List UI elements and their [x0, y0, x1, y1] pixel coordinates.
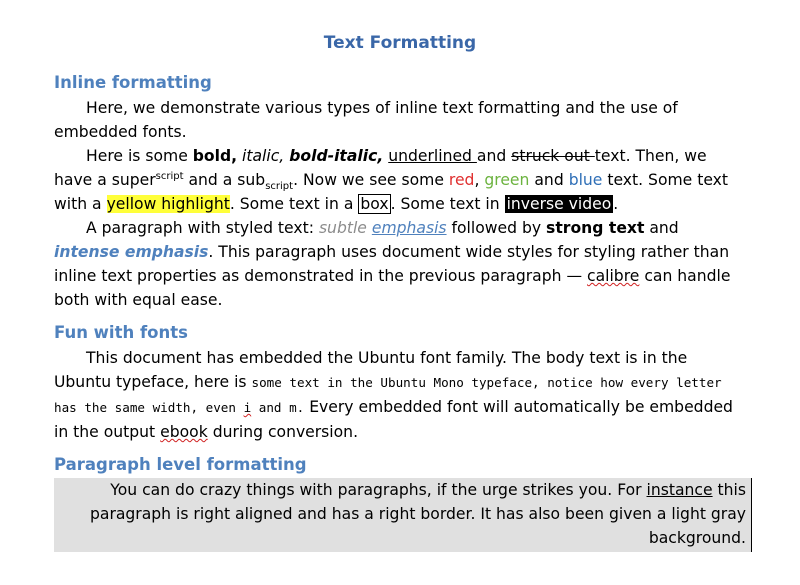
strong-text: strong text [546, 219, 645, 237]
text-run: This document has embedded the Ubuntu font family. The body text is in the Ubuntu typeface, here is [54, 349, 688, 391]
paragraph-fonts [54, 346, 746, 444]
text-run: can handle both with equal ease. [54, 267, 731, 309]
subscript-text: script [265, 181, 294, 193]
red-text: red [448, 171, 475, 189]
text-run: . This paragraph uses document wide styles for styling rather than inline text properties as demonstrated in the previous paragraph — [54, 243, 730, 285]
document-page [54, 30, 746, 560]
section-inline-formatting [54, 70, 746, 312]
boxed-text: box [360, 195, 389, 213]
monospace-text: some text in the Ubuntu Mono typeface, notice how every letter has the same width, even [54, 375, 722, 415]
paragraph-styled-text [54, 216, 746, 312]
spellcheck-word-calibre: calibre [587, 267, 640, 285]
highlighted-text: yellow highlight [106, 195, 230, 213]
subtle-emphasis-underlined: emphasis [371, 219, 447, 237]
text-run: text. Then, we have a super [54, 147, 707, 189]
heading-fun-with-fonts: Fun with fonts [54, 323, 188, 342]
blue-text: blue [568, 171, 603, 189]
subtle-emphasis-text: subtle [318, 219, 372, 237]
heading-paragraph-formatting: Paragraph level formatting [54, 455, 307, 474]
text-run: followed by [446, 219, 547, 237]
text-run: this paragraph is right aligned and has a right border. It has also been given a light gray background. [89, 481, 746, 547]
text-run: during conversion. [207, 423, 359, 441]
underlined-word-instance: instance [646, 481, 713, 499]
inverse-video-text: inverse video [506, 195, 612, 213]
section-fun-with-fonts [54, 320, 746, 444]
text-run: Here is some [86, 147, 193, 165]
text-run: . [613, 195, 619, 213]
text-run: You can do crazy things with paragraphs, if the urge strikes you. For [110, 481, 647, 499]
text-run: and a sub [183, 171, 266, 189]
paragraph-inline-styles [54, 144, 746, 216]
spellcheck-word-ebook: ebook [160, 423, 208, 441]
paragraph-intro: Here, we demonstrate various types of inline text formatting and the use of embedded fonts. [54, 99, 678, 141]
green-text: green [484, 171, 530, 189]
text-run: text. Some text with a [54, 171, 729, 213]
spellcheck-letter-i: i [243, 400, 252, 415]
bold-text: bold, [192, 147, 238, 165]
struck-text: struck out [511, 147, 595, 165]
heading-inline-formatting: Inline formatting [54, 73, 212, 92]
text-run: A paragraph with styled text: [86, 219, 319, 237]
text-run: . Some text in a [229, 195, 359, 213]
underlined-text: underlined [388, 147, 477, 165]
text-run: and [476, 147, 512, 165]
text-run: and [529, 171, 569, 189]
monospace-text: and m. [251, 400, 305, 415]
paragraph-right-aligned-bordered [54, 478, 752, 552]
document-title: Text Formatting [323, 33, 477, 53]
text-run: , [474, 171, 485, 189]
text-run: Every embedded font will automatically be embedded in the output [54, 398, 733, 441]
italic-text: italic, [242, 147, 285, 165]
text-run: and [644, 219, 679, 237]
bold-italic-text: bold-italic, [289, 147, 384, 165]
text-run: . Some text in [390, 195, 505, 213]
text-run: . Now we see some [293, 171, 449, 189]
superscript-text: script [155, 170, 184, 182]
section-paragraph-formatting [54, 452, 746, 552]
intense-emphasis-text: intense emphasis [54, 243, 209, 261]
